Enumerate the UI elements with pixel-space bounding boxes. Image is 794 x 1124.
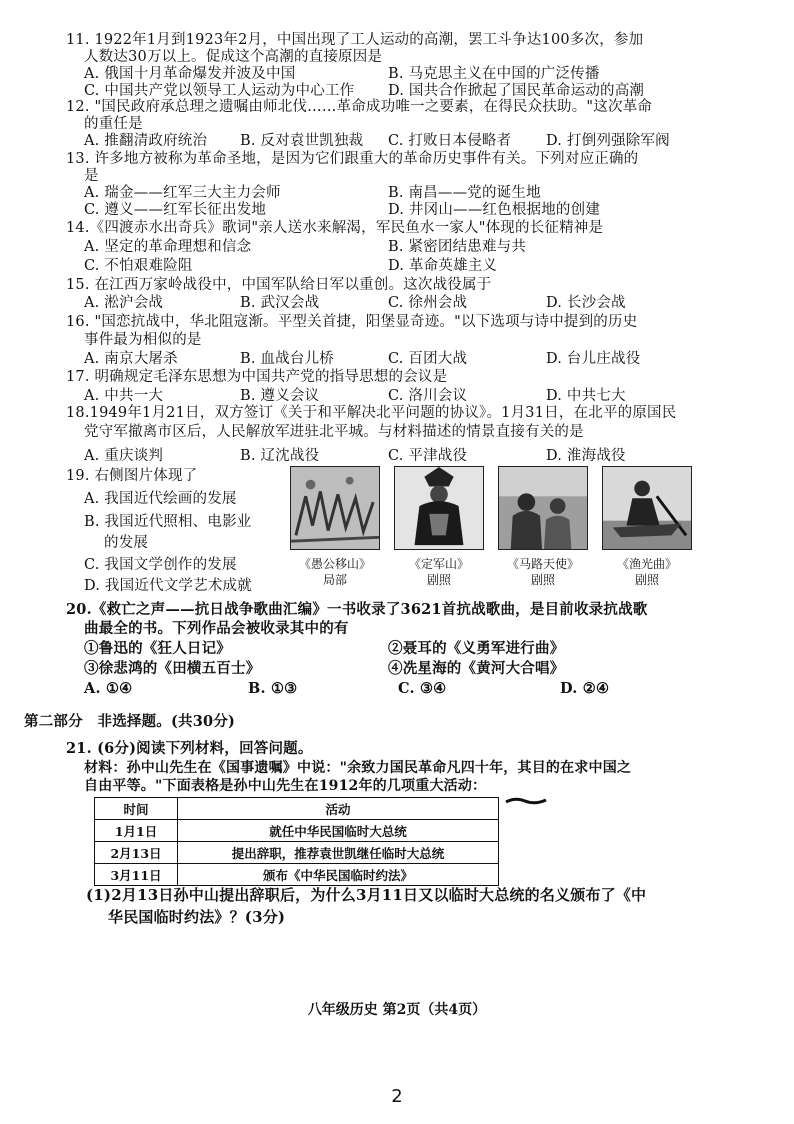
q20-option-d: D. ②④ <box>560 680 610 697</box>
q17-option-a: A. 中共一大 <box>84 388 164 404</box>
caption-2 <box>391 556 487 588</box>
table-cell-activity: 提出辞职，推荐袁世凯继任临时大总统 <box>178 842 499 864</box>
q13-option-d: D. 井冈山——红色根据地的创建 <box>388 202 601 218</box>
page-number: 2 <box>391 1086 403 1107</box>
page-footer: 八年级历史 第2页（共4页） <box>307 1002 487 1018</box>
q11-stem-line2: 人数达30万以上。促成这个高潮的直接原因是 <box>84 49 383 65</box>
caption-4-title: 《渔光曲》 <box>616 557 677 571</box>
q11-option-c: C. 中国共产党以领导工人运动为中心工作 <box>84 83 355 99</box>
table-cell-time: 2月13日 <box>95 842 178 864</box>
q14-option-d: D. 革命英雄主义 <box>388 258 498 274</box>
q15-option-c: C. 徐州会战 <box>388 295 468 311</box>
q13-stem-line1: 13. 许多地方被称为革命圣地，是因为它们跟重大的革命历史事件有关。下列对应正确的 <box>66 151 639 167</box>
q21-sub1-line1: (1)2月13日孙中山提出辞职后，为什么3月11日又以临时大总统的名义颁布了《中 <box>86 886 647 904</box>
q18-option-b: B. 辽沈战役 <box>240 448 320 464</box>
q11-option-a: A. 俄国十月革命爆发并波及中国 <box>84 66 296 82</box>
q20-item-4: ④冼星海的《黄河大合唱》 <box>388 660 565 677</box>
q21-material-line2: 自由平等。"下面表格是孙中山先生在1912年的几项重大活动： <box>84 778 487 794</box>
q13-option-b: B. 南昌——党的诞生地 <box>388 185 541 201</box>
table-cell-time: 1月1日 <box>95 820 178 842</box>
q12-stem-line2: 的重任是 <box>84 116 143 132</box>
q21-sub1-line2: 华民国临时约法》？(3分) <box>108 908 286 926</box>
q18-stem-line2: 党守军撤离市区后，人民解放军进驻北平城。与材料描述的情景直接有关的是 <box>84 424 584 440</box>
q16-option-c: C. 百团大战 <box>388 351 468 367</box>
q18-stem-line1: 18.1949年1月21日，双方签订《关于和平解决北平问题的协议》。1月31日，在北平的原国民 <box>66 405 677 421</box>
q16-stem-line2: 事件最为相似的是 <box>84 332 202 348</box>
q20-option-c: C. ③④ <box>398 680 447 697</box>
table-row <box>95 864 499 886</box>
table-header-activity: 活动 <box>178 798 499 820</box>
table-header-time: 时间 <box>95 798 178 820</box>
q16-option-a: A. 南京大屠杀 <box>84 351 178 367</box>
q15-stem: 15. 在江西万家岭战役中，中国军队给日军以重创。这次战役属于 <box>66 277 492 293</box>
q17-option-d: D. 中共七大 <box>546 388 626 404</box>
q19-option-b-line2: 的发展 <box>104 535 149 551</box>
table-row <box>95 842 499 864</box>
caption-4 <box>599 556 695 588</box>
q18-option-c: C. 平津战役 <box>388 448 468 464</box>
table-row <box>95 820 499 842</box>
table-cell-activity: 就任中华民国临时大总统 <box>178 820 499 842</box>
q12-stem-line1: 12. "国民政府承总理之遗嘱由师北伐……革命成功唯一之要素，在得民众扶助。"这次革命 <box>66 99 653 115</box>
q21-stem: 21. (6分)阅读下列材料，回答问题。 <box>66 740 313 757</box>
q20-option-a: A. ①④ <box>84 680 133 697</box>
q19-option-b-line1: B. 我国近代照相、电影业 <box>84 514 252 530</box>
q19-option-a: A. 我国近代绘画的发展 <box>84 491 237 507</box>
q16-stem-line1: 16. "国恋抗战中，华北阻寇渐。平型关首捷，阳堡显奇迹。"以下选项与诗中提到的历史 <box>66 314 638 330</box>
table-header-row <box>95 798 499 820</box>
q11-stem-line1: 11. 1922年1月到1923年2月，中国出现了工人运动的高潮，罢工斗争达100多次，参加 <box>66 32 644 48</box>
q15-option-a: A. 淞沪会战 <box>84 295 164 311</box>
q20-item-3: ③徐悲鸿的《田横五百士》 <box>84 660 261 677</box>
q17-option-c: C. 洛川会议 <box>388 388 468 404</box>
q14-option-a: A. 坚定的革命理想和信念 <box>84 239 252 255</box>
painting-yugong-yishan-image <box>290 466 380 550</box>
q20-stem-line2: 曲最全的书。下列作品会被收录其中的有 <box>84 620 349 637</box>
caption-4-sub: 剧照 <box>634 573 659 587</box>
q17-stem: 17. 明确规定毛泽东思想为中国共产党的指导思想的会议是 <box>66 369 448 385</box>
q13-option-a: A. 瑞金——红军三大主力会师 <box>84 185 281 201</box>
caption-2-sub: 剧照 <box>426 573 451 587</box>
film-yuguangqu-image <box>602 466 692 550</box>
caption-1 <box>287 556 383 588</box>
opera-dingjunshan-image <box>394 466 484 550</box>
q20-option-b: B. ①③ <box>248 680 298 697</box>
q13-option-c: C. 遵义——红军长征出发地 <box>84 202 267 218</box>
table-cell-time: 3月11日 <box>95 864 178 886</box>
q18-option-a: A. 重庆谈判 <box>84 448 164 464</box>
q15-option-d: D. 长沙会战 <box>546 295 626 311</box>
q19-option-d: D. 我国近代文学艺术成就 <box>84 578 252 594</box>
q16-option-d: D. 台儿庄战役 <box>546 351 641 367</box>
q21-activities-table <box>94 797 499 886</box>
q19-picture-group <box>290 466 710 596</box>
q11-option-d: D. 国共合作掀起了国民革命运动的高潮 <box>388 83 645 99</box>
q19-option-c: C. 我国文学创作的发展 <box>84 557 237 573</box>
caption-1-title: 《愚公移山》 <box>298 557 371 571</box>
part2-title: 第二部分 非选择题。(共30分) <box>24 713 236 730</box>
table-cell-activity: 颁布《中华民国临时约法》 <box>178 864 499 886</box>
q12-option-c: C. 打败日本侵略者 <box>388 133 512 149</box>
pen-scribble-mark <box>505 796 547 806</box>
q21-material-line1: 材料：孙中山先生在《国事遗嘱》中说："余致力国民革命凡四十年，其目的在求中国之 <box>84 760 632 776</box>
q14-option-c: C. 不怕艰难险阻 <box>84 258 193 274</box>
q16-option-b: B. 血战台儿桥 <box>240 351 334 367</box>
q11-option-b: B. 马克思主义在中国的广泛传播 <box>388 66 600 82</box>
q18-option-d: D. 淮海战役 <box>546 448 626 464</box>
q17-option-b: B. 遵义会议 <box>240 388 320 404</box>
q19-stem: 19. 右侧图片体现了 <box>66 468 198 484</box>
caption-3-sub: 剧照 <box>530 573 555 587</box>
caption-1-sub: 局部 <box>322 573 347 587</box>
q12-option-b: B. 反对袁世凯独裁 <box>240 133 364 149</box>
q20-item-2: ②聂耳的《义勇军进行曲》 <box>388 640 565 657</box>
q12-option-a: A. 推翻清政府统治 <box>84 133 208 149</box>
q12-option-d: D. 打倒列强除军阀 <box>546 133 670 149</box>
q14-option-b: B. 紧密团结患难与共 <box>388 239 527 255</box>
caption-3 <box>495 556 591 588</box>
film-malu-tianshi-image <box>498 466 588 550</box>
caption-2-title: 《定军山》 <box>408 557 469 571</box>
q13-stem-line2: 是 <box>84 168 99 184</box>
q20-item-1: ①鲁迅的《狂人日记》 <box>84 640 231 657</box>
q14-stem: 14.《四渡赤水出奇兵》歌词"亲人送水来解渴，军民鱼水一家人"体现的长征精神是 <box>66 220 604 236</box>
caption-3-title: 《马路天使》 <box>506 557 579 571</box>
q15-option-b: B. 武汉会战 <box>240 295 320 311</box>
q20-stem-line1: 20.《救亡之声——抗日战争歌曲汇编》一书收录了3621首抗战歌曲，是目前收录抗战歌 <box>66 601 648 618</box>
